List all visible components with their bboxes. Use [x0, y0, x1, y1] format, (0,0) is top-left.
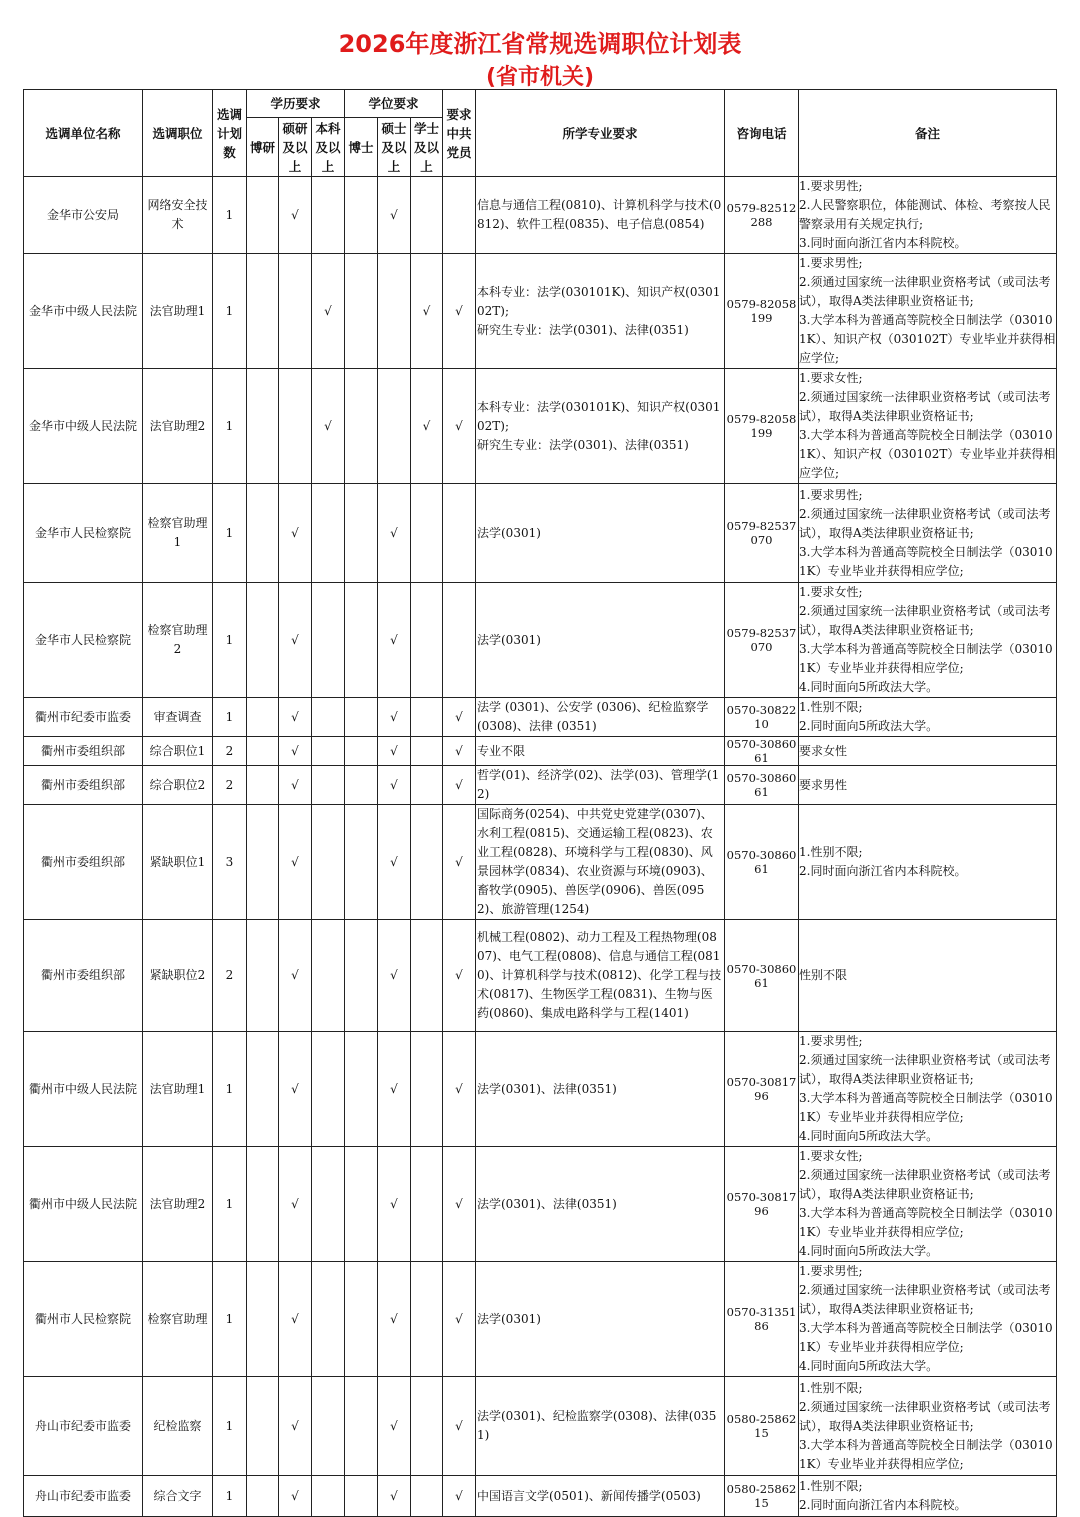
- count-cell: 1: [213, 177, 247, 254]
- unit-cell: 金华市公安局: [24, 177, 143, 254]
- major-cell: 哲学(01)、经济学(02)、法学(03)、管理学(12): [476, 766, 725, 805]
- edu-master-cell: √: [279, 177, 312, 254]
- notes-cell: [799, 920, 1057, 1032]
- party-cell: √: [443, 1147, 476, 1262]
- deg-bachelor-cell: [411, 583, 443, 698]
- note-line: 2.须通过国家统一法律职业资格考试（或司法考试），取得A类法律职业资格证书;: [799, 1053, 1051, 1086]
- edu-phd-cell: [247, 1262, 279, 1377]
- note-line: 1.要求女性;: [799, 1149, 863, 1163]
- deg-phd-cell: [345, 1262, 378, 1377]
- deg-bachelor-cell: [411, 1032, 443, 1147]
- edu-phd-cell: [247, 805, 279, 920]
- deg-bachelor-cell: [411, 177, 443, 254]
- note-line: 1.要求男性;: [799, 1034, 863, 1048]
- notes-cell: [799, 766, 1057, 805]
- edu-phd-cell: [247, 1147, 279, 1262]
- position-cell: 检察官助理1: [143, 484, 213, 583]
- note-line: 1.性别不限;: [799, 1380, 863, 1395]
- notes-cell: [799, 177, 1057, 254]
- position-cell: 审查调查: [143, 698, 213, 737]
- deg-master-cell: √: [378, 805, 411, 920]
- deg-bachelor-cell: [411, 805, 443, 920]
- phone-cell: 0580-2586215: [725, 1476, 799, 1517]
- header-deg-master: 硕士及以上: [378, 118, 411, 177]
- unit-cell: 衢州市纪委市监委: [24, 698, 143, 737]
- note-line: 2.须通过国家统一法律职业资格考试（或司法考试），取得A类法律职业资格证书;: [799, 1399, 1051, 1433]
- unit-cell: 衢州市中级人民法院: [24, 1032, 143, 1147]
- header-major: 所学专业要求: [476, 90, 725, 177]
- edu-master-cell: √: [279, 1147, 312, 1262]
- party-cell: √: [443, 766, 476, 805]
- major-cell: 专业不限: [476, 737, 725, 766]
- notes-cell: [799, 583, 1057, 698]
- deg-bachelor-cell: [411, 737, 443, 766]
- deg-master-cell: √: [378, 1262, 411, 1377]
- deg-bachelor-cell: [411, 920, 443, 1032]
- edu-phd-cell: [247, 920, 279, 1032]
- edu-bachelor-cell: [312, 737, 345, 766]
- table-row: [24, 369, 1057, 484]
- count-cell: 1: [213, 369, 247, 484]
- edu-master-cell: √: [279, 698, 312, 737]
- edu-phd-cell: [247, 177, 279, 254]
- note-line: 1.要求女性;: [799, 371, 863, 385]
- edu-master-cell: √: [279, 1032, 312, 1147]
- count-cell: 1: [213, 1262, 247, 1377]
- note-line: 要求女性: [799, 743, 848, 758]
- unit-cell: 舟山市纪委市监委: [24, 1476, 143, 1517]
- edu-phd-cell: [247, 1032, 279, 1147]
- notes-cell: [799, 1032, 1057, 1147]
- note-line: 2.须通过国家统一法律职业资格考试（或司法考试），取得A类法律职业资格证书;: [799, 1283, 1051, 1316]
- major-cell: 法学(0301): [476, 1262, 725, 1377]
- unit-cell: 衢州市委组织部: [24, 805, 143, 920]
- note-line: 1.要求男性;: [799, 256, 863, 270]
- header-edu-bachelor: 本科及以上: [312, 118, 345, 177]
- edu-phd-cell: [247, 698, 279, 737]
- notes-cell: [799, 484, 1057, 583]
- deg-master-cell: √: [378, 1032, 411, 1147]
- deg-master-cell: √: [378, 920, 411, 1032]
- edu-master-cell: √: [279, 484, 312, 583]
- position-cell: 检察官助理2: [143, 583, 213, 698]
- edu-bachelor-cell: [312, 484, 345, 583]
- deg-master-cell: √: [378, 1377, 411, 1476]
- party-cell: √: [443, 254, 476, 369]
- note-line: 3.大学本科为普通高等院校全日制法学（030101K）专业毕业并获得相应学位;: [799, 1321, 1053, 1354]
- table-row: [24, 1377, 1057, 1476]
- party-cell: √: [443, 1476, 476, 1517]
- edu-bachelor-cell: √: [312, 369, 345, 484]
- position-cell: 法官助理1: [143, 254, 213, 369]
- deg-bachelor-cell: [411, 1476, 443, 1517]
- notes-cell: [799, 1377, 1057, 1476]
- unit-cell: 衢州市人民检察院: [24, 1262, 143, 1377]
- unit-cell: 衢州市委组织部: [24, 737, 143, 766]
- major-cell: 机械工程(0802)、动力工程及工程热物理(0807)、电气工程(0808)、信息与通信工程(0810)、计算机科学与技术(0812)、化学工程与技术(0817)、生物医学工程(0831)、生物与医药(0860)、集成电路科学与工程(1401): [476, 920, 725, 1032]
- edu-bachelor-cell: [312, 1476, 345, 1517]
- position-cell: 综合职位2: [143, 766, 213, 805]
- note-line: 性别不限: [799, 968, 848, 982]
- notes-cell: [799, 698, 1057, 737]
- edu-master-cell: √: [279, 766, 312, 805]
- deg-bachelor-cell: √: [411, 369, 443, 484]
- party-cell: √: [443, 737, 476, 766]
- phone-cell: 0570-3086061: [725, 805, 799, 920]
- deg-bachelor-cell: [411, 766, 443, 805]
- note-line: 3.大学本科为普通高等院校全日制法学（030101K）专业毕业并获得相应学位;: [799, 1091, 1053, 1124]
- deg-master-cell: √: [378, 1476, 411, 1517]
- edu-phd-cell: [247, 1377, 279, 1476]
- note-line: 3.大学本科为普通高等院校全日制法学（030101K）专业毕业并获得相应学位;: [799, 1206, 1053, 1239]
- deg-bachelor-cell: [411, 1147, 443, 1262]
- count-cell: 1: [213, 698, 247, 737]
- edu-phd-cell: [247, 484, 279, 583]
- phone-cell: 0570-3081796: [725, 1147, 799, 1262]
- unit-cell: 衢州市委组织部: [24, 766, 143, 805]
- edu-bachelor-cell: [312, 177, 345, 254]
- deg-master-cell: √: [378, 766, 411, 805]
- unit-cell: 衢州市中级人民法院: [24, 1147, 143, 1262]
- major-cell: 本科专业：法学(030101K)、知识产权(030102T); 研究生专业：法学(0301)、法律(0351): [476, 369, 725, 484]
- phone-cell: 0570-3081796: [725, 1032, 799, 1147]
- page-title: 2026年度浙江省常规选调职位计划表: [338, 30, 742, 58]
- edu-bachelor-cell: [312, 805, 345, 920]
- position-cell: 紧缺职位1: [143, 805, 213, 920]
- note-line: 1.要求男性;: [799, 487, 863, 502]
- phone-cell: 0579-82058199: [725, 254, 799, 369]
- phone-cell: 0570-3086061: [725, 766, 799, 805]
- position-cell: 网络安全技术: [143, 177, 213, 254]
- note-line: 1.要求男性;: [799, 179, 863, 193]
- notes-cell: [799, 254, 1057, 369]
- position-cell: 纪检监察: [143, 1377, 213, 1476]
- table-row: [24, 1476, 1057, 1517]
- deg-phd-cell: [345, 369, 378, 484]
- edu-bachelor-cell: √: [312, 254, 345, 369]
- edu-master-cell: √: [279, 1262, 312, 1377]
- table-row: [24, 698, 1057, 737]
- deg-phd-cell: [345, 1377, 378, 1476]
- unit-cell: 衢州市委组织部: [24, 920, 143, 1032]
- table-row: [24, 805, 1057, 920]
- edu-master-cell: √: [279, 737, 312, 766]
- party-cell: √: [443, 805, 476, 920]
- deg-phd-cell: [345, 1147, 378, 1262]
- notes-cell: [799, 1147, 1057, 1262]
- major-cell: 信息与通信工程(0810)、计算机科学与技术(0812)、软件工程(0835)、电子信息(0854): [476, 177, 725, 254]
- deg-phd-cell: [345, 920, 378, 1032]
- count-cell: 1: [213, 583, 247, 698]
- party-cell: √: [443, 698, 476, 737]
- deg-bachelor-cell: √: [411, 254, 443, 369]
- note-line: 2.同时面向5所政法大学。: [799, 719, 939, 733]
- table-row: [24, 766, 1057, 805]
- unit-cell: 金华市人民检察院: [24, 583, 143, 698]
- deg-phd-cell: [345, 177, 378, 254]
- unit-cell: 金华市中级人民法院: [24, 369, 143, 484]
- note-line: 3.大学本科为普通高等院校全日制法学（030101K）专业毕业并获得相应学位;: [799, 1437, 1053, 1471]
- header-edu-phd: 博研: [247, 118, 279, 177]
- phone-cell: 0579-82058199: [725, 369, 799, 484]
- table-row: [24, 737, 1057, 766]
- deg-master-cell: [378, 369, 411, 484]
- party-cell: [443, 583, 476, 698]
- count-cell: 1: [213, 1377, 247, 1476]
- count-cell: 1: [213, 484, 247, 583]
- phone-cell: 0570-3086061: [725, 920, 799, 1032]
- note-line: 1.性别不限;: [799, 700, 863, 714]
- count-cell: 1: [213, 1032, 247, 1147]
- party-cell: √: [443, 1032, 476, 1147]
- party-cell: √: [443, 1377, 476, 1476]
- edu-bachelor-cell: [312, 1147, 345, 1262]
- position-cell: 法官助理2: [143, 369, 213, 484]
- table-row: [24, 254, 1057, 369]
- edu-bachelor-cell: [312, 1032, 345, 1147]
- deg-master-cell: √: [378, 737, 411, 766]
- header-position: 选调职位: [143, 90, 213, 177]
- deg-master-cell: √: [378, 177, 411, 254]
- edu-phd-cell: [247, 766, 279, 805]
- edu-master-cell: √: [279, 805, 312, 920]
- note-line: 1.性别不限;: [799, 1479, 863, 1493]
- major-cell: 法学(0301)、法律(0351): [476, 1147, 725, 1262]
- notes-cell: [799, 369, 1057, 484]
- edu-bachelor-cell: [312, 920, 345, 1032]
- deg-master-cell: √: [378, 484, 411, 583]
- party-cell: √: [443, 369, 476, 484]
- count-cell: 1: [213, 1147, 247, 1262]
- deg-phd-cell: [345, 583, 378, 698]
- header-deg-bachelor: 学士及以上: [411, 118, 443, 177]
- note-line: 2.须通过国家统一法律职业资格考试（或司法考试），取得A类法律职业资格证书;: [799, 604, 1051, 637]
- position-cell: 综合文字: [143, 1476, 213, 1517]
- deg-bachelor-cell: [411, 698, 443, 737]
- count-cell: 1: [213, 254, 247, 369]
- count-cell: 2: [213, 737, 247, 766]
- edu-phd-cell: [247, 1476, 279, 1517]
- table-row: [24, 177, 1057, 254]
- note-line: 1.性别不限;: [799, 845, 863, 859]
- unit-cell: 舟山市纪委市监委: [24, 1377, 143, 1476]
- party-cell: [443, 177, 476, 254]
- position-cell: 法官助理2: [143, 1147, 213, 1262]
- deg-master-cell: √: [378, 583, 411, 698]
- notes-cell: [799, 1262, 1057, 1377]
- edu-master-cell: √: [279, 1377, 312, 1476]
- unit-cell: 金华市中级人民法院: [24, 254, 143, 369]
- deg-phd-cell: [345, 698, 378, 737]
- note-line: 3.大学本科为普通高等院校全日制法学（030101K）专业毕业并获得相应学位;: [799, 544, 1053, 578]
- note-line: 1.要求女性;: [799, 585, 863, 599]
- count-cell: 3: [213, 805, 247, 920]
- note-line: 3.大学本科为普通高等院校全日制法学（030101K）、知识产权（030102T）专业毕业并获得相应学位;: [799, 313, 1056, 365]
- phone-cell: 0570-3135186: [725, 1262, 799, 1377]
- phone-cell: 0579-82537070: [725, 484, 799, 583]
- unit-cell: 金华市人民检察院: [24, 484, 143, 583]
- edu-master-cell: [279, 254, 312, 369]
- count-cell: 2: [213, 766, 247, 805]
- deg-phd-cell: [345, 766, 378, 805]
- major-cell: 法学 (0301)、公安学 (0306)、纪检监察学 (0308)、法律 (0351): [476, 698, 725, 737]
- position-cell: 紧缺职位2: [143, 920, 213, 1032]
- deg-phd-cell: [345, 737, 378, 766]
- table-row: [24, 920, 1057, 1032]
- header-count: 选调计划数: [213, 90, 247, 177]
- header-unit: 选调单位名称: [24, 90, 143, 177]
- note-line: 4.同时面向5所政法大学。: [799, 1359, 939, 1373]
- edu-master-cell: √: [279, 1476, 312, 1517]
- positions-table: [23, 89, 1057, 1517]
- deg-master-cell: √: [378, 1147, 411, 1262]
- deg-phd-cell: [345, 254, 378, 369]
- header-phone: 咨询电话: [725, 90, 799, 177]
- note-line: 2.同时面向浙江省内本科院校。: [799, 1498, 967, 1512]
- deg-master-cell: [378, 254, 411, 369]
- note-line: 4.同时面向5所政法大学。: [799, 680, 939, 694]
- table-row: [24, 1032, 1057, 1147]
- major-cell: 国际商务(0254)、中共党史党建学(0307)、水利工程(0815)、交通运输工程(0823)、农业工程(0828)、环境科学与工程(0830)、风景园林学(0834)、农业资源与环境(0903)、畜牧学(0905)、兽医学(0906)、兽医(0952)、旅游管理(1254): [476, 805, 725, 920]
- major-cell: 中国语言文学(0501)、新闻传播学(0503): [476, 1476, 725, 1517]
- note-line: 3.同时面向浙江省内本科院校。: [799, 236, 967, 250]
- position-cell: 检察官助理: [143, 1262, 213, 1377]
- position-cell: 法官助理1: [143, 1032, 213, 1147]
- page-subtitle: (省市机关): [485, 65, 595, 90]
- deg-phd-cell: [345, 1476, 378, 1517]
- phone-cell: 0579-82537070: [725, 583, 799, 698]
- edu-bachelor-cell: [312, 583, 345, 698]
- note-line: 3.大学本科为普通高等院校全日制法学（030101K）专业毕业并获得相应学位;: [799, 642, 1053, 675]
- notes-cell: [799, 805, 1057, 920]
- header-deg-group: 学位要求: [345, 90, 443, 118]
- edu-bachelor-cell: [312, 1262, 345, 1377]
- major-cell: 法学(0301): [476, 583, 725, 698]
- deg-phd-cell: [345, 484, 378, 583]
- note-line: 2.须通过国家统一法律职业资格考试（或司法考试），取得A类法律职业资格证书;: [799, 506, 1051, 540]
- note-line: 2.须通过国家统一法律职业资格考试（或司法考试），取得A类法律职业资格证书;: [799, 1168, 1051, 1201]
- note-line: 4.同时面向5所政法大学。: [799, 1129, 939, 1143]
- edu-bachelor-cell: [312, 766, 345, 805]
- note-line: 要求男性: [799, 777, 848, 792]
- edu-master-cell: √: [279, 920, 312, 1032]
- edu-bachelor-cell: [312, 698, 345, 737]
- party-cell: √: [443, 920, 476, 1032]
- edu-master-cell: [279, 369, 312, 484]
- phone-cell: 0570-3082210: [725, 698, 799, 737]
- edu-bachelor-cell: [312, 1377, 345, 1476]
- deg-master-cell: √: [378, 698, 411, 737]
- count-cell: 1: [213, 1476, 247, 1517]
- edu-phd-cell: [247, 737, 279, 766]
- phone-cell: 0570-3086061: [725, 737, 799, 766]
- deg-bachelor-cell: [411, 1262, 443, 1377]
- edu-phd-cell: [247, 369, 279, 484]
- position-cell: 综合职位1: [143, 737, 213, 766]
- major-cell: 法学(0301)、法律(0351): [476, 1032, 725, 1147]
- edu-phd-cell: [247, 583, 279, 698]
- header-deg-phd: 博士: [345, 118, 378, 177]
- notes-cell: [799, 1476, 1057, 1517]
- header-edu-master: 硕研及以上: [279, 118, 312, 177]
- note-line: 2.同时面向浙江省内本科院校。: [799, 864, 967, 878]
- note-line: 3.大学本科为普通高等院校全日制法学（030101K）、知识产权（030102T）专业毕业并获得相应学位;: [799, 428, 1056, 480]
- deg-phd-cell: [345, 1032, 378, 1147]
- edu-master-cell: √: [279, 583, 312, 698]
- table-row: [24, 1147, 1057, 1262]
- table-row: [24, 583, 1057, 698]
- deg-bachelor-cell: [411, 484, 443, 583]
- table-row: [24, 1262, 1057, 1377]
- major-cell: 本科专业：法学(030101K)、知识产权(030102T); 研究生专业：法学(0301)、法律(0351): [476, 254, 725, 369]
- major-cell: 法学(0301): [476, 484, 725, 583]
- note-line: 1.要求男性;: [799, 1264, 863, 1278]
- count-cell: 2: [213, 920, 247, 1032]
- note-line: 2.须通过国家统一法律职业资格考试（或司法考试），取得A类法律职业资格证书;: [799, 390, 1051, 423]
- header-notes: 备注: [799, 90, 1057, 177]
- note-line: 2.人民警察职位，体能测试、体检、考察按人民警察录用有关规定执行;: [799, 198, 1051, 231]
- party-cell: √: [443, 1262, 476, 1377]
- party-cell: [443, 484, 476, 583]
- major-cell: 法学(0301)、纪检监察学(0308)、法律(0351): [476, 1377, 725, 1476]
- notes-cell: [799, 737, 1057, 766]
- deg-phd-cell: [345, 805, 378, 920]
- table-body: [24, 177, 1057, 1517]
- note-line: 2.须通过国家统一法律职业资格考试（或司法考试），取得A类法律职业资格证书;: [799, 275, 1051, 308]
- header-party: 要求中共党员: [443, 90, 476, 177]
- phone-cell: 0580-2586215: [725, 1377, 799, 1476]
- deg-bachelor-cell: [411, 1377, 443, 1476]
- table-row: [24, 484, 1057, 583]
- note-line: 4.同时面向5所政法大学。: [799, 1244, 939, 1258]
- phone-cell: 0579-82512288: [725, 177, 799, 254]
- header-edu-group: 学历要求: [247, 90, 345, 118]
- edu-phd-cell: [247, 254, 279, 369]
